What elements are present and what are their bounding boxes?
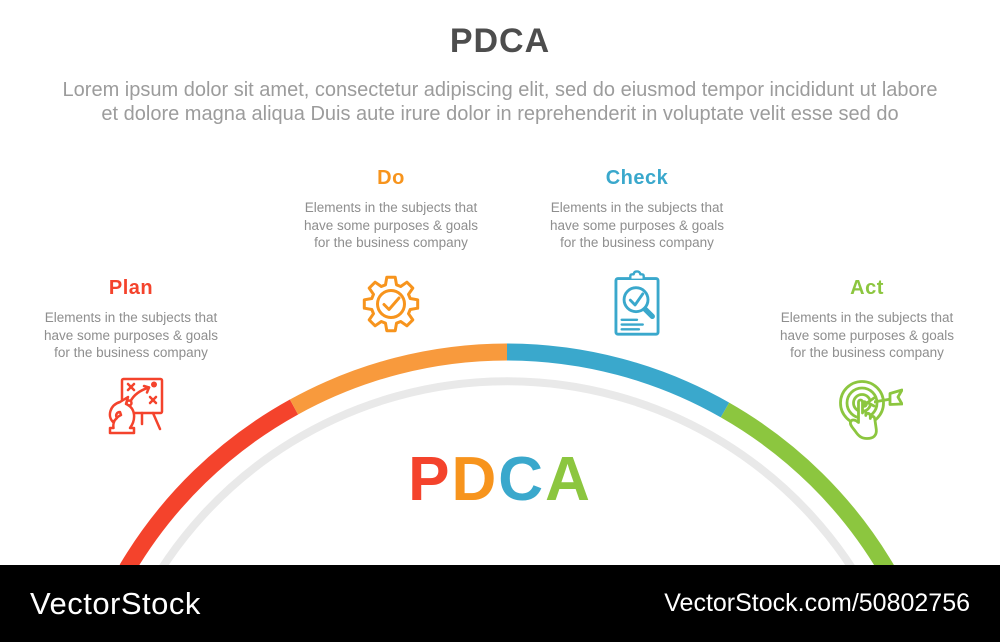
clipboard-magnifier-check-icon	[612, 270, 662, 337]
watermark-bar	[0, 565, 1000, 642]
vectorstock-logo: VectorStock	[30, 585, 201, 621]
wordmark-letter-c: C	[498, 445, 546, 514]
section-check	[537, 166, 737, 342]
section-check-title: Check	[605, 167, 669, 189]
section-do-desc-line: Elements in the subjects that	[304, 200, 478, 215]
section-plan	[31, 276, 231, 441]
section-act	[767, 276, 967, 447]
section-act-title: Act	[850, 277, 884, 299]
gear-checkmark-icon	[359, 272, 423, 336]
wordmark-letter-d: D	[451, 445, 499, 514]
section-do-desc-line: for the business company	[314, 235, 468, 250]
section-act-desc-line: have some purposes & goals	[779, 327, 955, 343]
section-do-title: Do	[377, 167, 405, 189]
subtitle-line-2: et dolore magna aliqua Duis aute irure dolor in reprehenderit in voluptate velit esse sed do	[101, 103, 899, 125]
page-title: PDCA	[449, 22, 551, 60]
section-plan-desc-line: have some purposes & goals	[43, 327, 219, 343]
section-plan-title: Plan	[108, 277, 154, 299]
section-plan-desc-line: for the business company	[54, 345, 208, 360]
header	[0, 22, 1000, 126]
section-plan-desc-line: Elements in the subjects that	[44, 310, 218, 325]
section-act-desc-line: for the business company	[790, 345, 944, 360]
vectorstock-site-ref: VectorStock.com/50802756	[664, 589, 970, 617]
chess-knight-strategy-board-icon	[96, 372, 166, 436]
section-do-desc-line: have some purposes & goals	[303, 217, 479, 233]
section-check-desc-line: have some purposes & goals	[549, 217, 725, 233]
subtitle-line-1: Lorem ipsum dolor sit amet, consectetur adipiscing elit, sed do eiusmod tempor incididunt ut labore	[62, 79, 938, 101]
pdca-wordmark	[0, 444, 1000, 515]
section-check-desc-line: Elements in the subjects that	[550, 200, 724, 215]
section-act-desc-line: Elements in the subjects that	[780, 310, 954, 325]
target-dart-pointing-hand-icon	[831, 376, 903, 442]
section-check-desc-line: for the business company	[560, 235, 714, 250]
section-do	[291, 166, 491, 341]
wordmark-letter-p: P	[408, 445, 452, 514]
wordmark-letter-a: A	[545, 445, 592, 514]
